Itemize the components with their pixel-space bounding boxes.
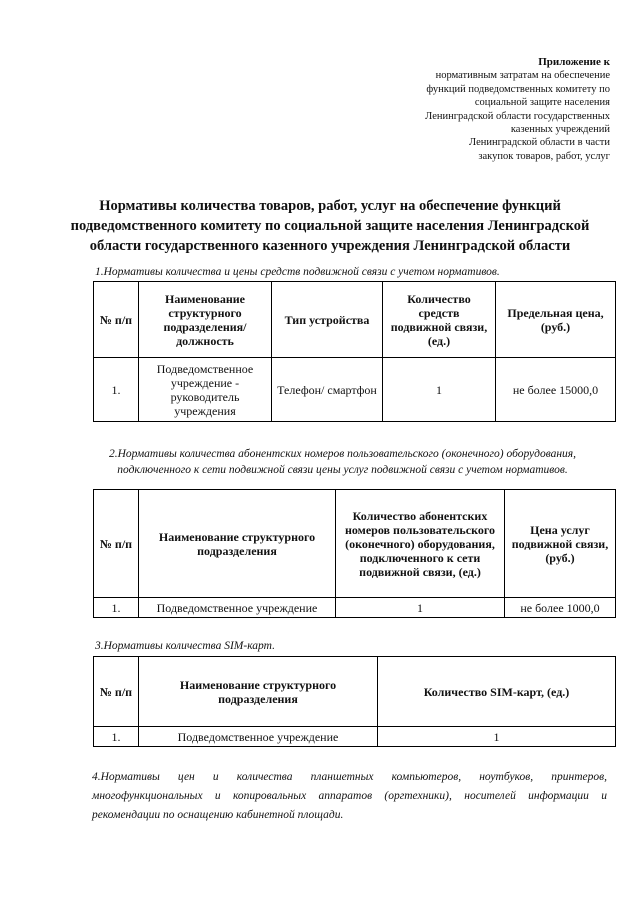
cell-price: не более 1000,0 xyxy=(505,598,616,618)
header-cell-name: Наименование структурного подразделения xyxy=(139,490,336,598)
subscriber-numbers-table xyxy=(93,489,616,618)
cell-name: Подведомственное учреждение - руководитель учреждения xyxy=(139,358,272,422)
header-cell-qty: Количество абонентских номеров пользовательского (оконечного) оборудования, подключенного к сети подвижной связи, (ед.) xyxy=(336,490,505,598)
table-row xyxy=(94,358,616,422)
header-cell-num: № п/п xyxy=(94,490,139,598)
document-title xyxy=(40,196,620,256)
appendix-line: Ленинградской области в части xyxy=(469,137,610,149)
header-cell-name: Наименование структурного подразделения/должность xyxy=(139,282,272,358)
appendix-line: нормативным затратам на обеспечение xyxy=(435,70,610,82)
appendix-title: Приложение к xyxy=(538,56,610,68)
cell-qty: 1 xyxy=(383,358,496,422)
cell-num: 1. xyxy=(94,727,139,747)
header-cell-type: Тип устройства xyxy=(272,282,383,358)
cell-qty: 1 xyxy=(336,598,505,618)
table-row xyxy=(94,598,616,618)
appendix-line: социальной защите населения xyxy=(474,97,610,109)
header-cell-name: Наименование структурного подразделения xyxy=(139,657,378,727)
document-title-line: Нормативы количества товаров, работ, услуг на обеспечение функций xyxy=(99,198,561,214)
cell-name: Подведомственное учреждение xyxy=(139,598,336,618)
mobile-devices-table xyxy=(93,281,616,422)
cell-name: Подведомственное учреждение xyxy=(139,727,378,747)
cell-qty: 1 xyxy=(378,727,616,747)
section2-caption-line: подключенного к сети подвижной связи цены услуг подвижной связи с учетом нормативов. xyxy=(117,464,568,476)
appendix-line: закупок товаров, работ, услуг xyxy=(478,150,610,162)
table-header-row xyxy=(94,657,616,727)
document-title-line: подведомственного комитету по социальной защите населения Ленинградской xyxy=(70,218,590,234)
section3-caption: 3.Нормативы количества SIM-карт. xyxy=(95,640,275,652)
document-title-line: области государственного казенного учреждения Ленинградской области xyxy=(89,238,571,254)
table-row xyxy=(94,727,616,747)
cell-num: 1. xyxy=(94,598,139,618)
header-cell-price: Цена услуг подвижной связи, (руб.) xyxy=(505,490,616,598)
header-cell-qty: Количество SIM-карт, (ед.) xyxy=(378,657,616,727)
appendix-line: функций подведомственных комитету по xyxy=(426,83,610,95)
header-cell-qty: Количество средств подвижной связи, (ед.) xyxy=(383,282,496,358)
section2-caption-line: 2.Нормативы количества абонентских номеров пользовательского (оконечного) оборудования, xyxy=(108,448,577,460)
cell-num: 1. xyxy=(94,358,139,422)
table-header-row xyxy=(94,282,616,358)
cell-price: не более 15000,0 xyxy=(496,358,616,422)
appendix-line: казенных учреждений xyxy=(510,124,610,136)
section1-caption: 1.Нормативы количества и цены средств подвижной связи с учетом нормативов. xyxy=(95,266,500,278)
appendix-header xyxy=(380,56,610,163)
table-header-row xyxy=(94,490,616,598)
section2-caption xyxy=(70,446,615,478)
sim-cards-table xyxy=(93,656,616,747)
cell-type: Телефон/ смартфон xyxy=(272,358,383,422)
header-cell-price: Предельная цена, (руб.) xyxy=(496,282,616,358)
header-cell-num: № п/п xyxy=(94,282,139,358)
appendix-line: Ленинградской области государственных xyxy=(425,110,610,122)
header-cell-num: № п/п xyxy=(94,657,139,727)
section4-paragraph: 4.Нормативы цен и количества планшетных компьютеров, ноутбуков, принтеров, многофункциональных и копировальных аппаратов (оргтехники), носителей информации и рекомендации по оснащению кабинетной площади. xyxy=(92,771,607,821)
